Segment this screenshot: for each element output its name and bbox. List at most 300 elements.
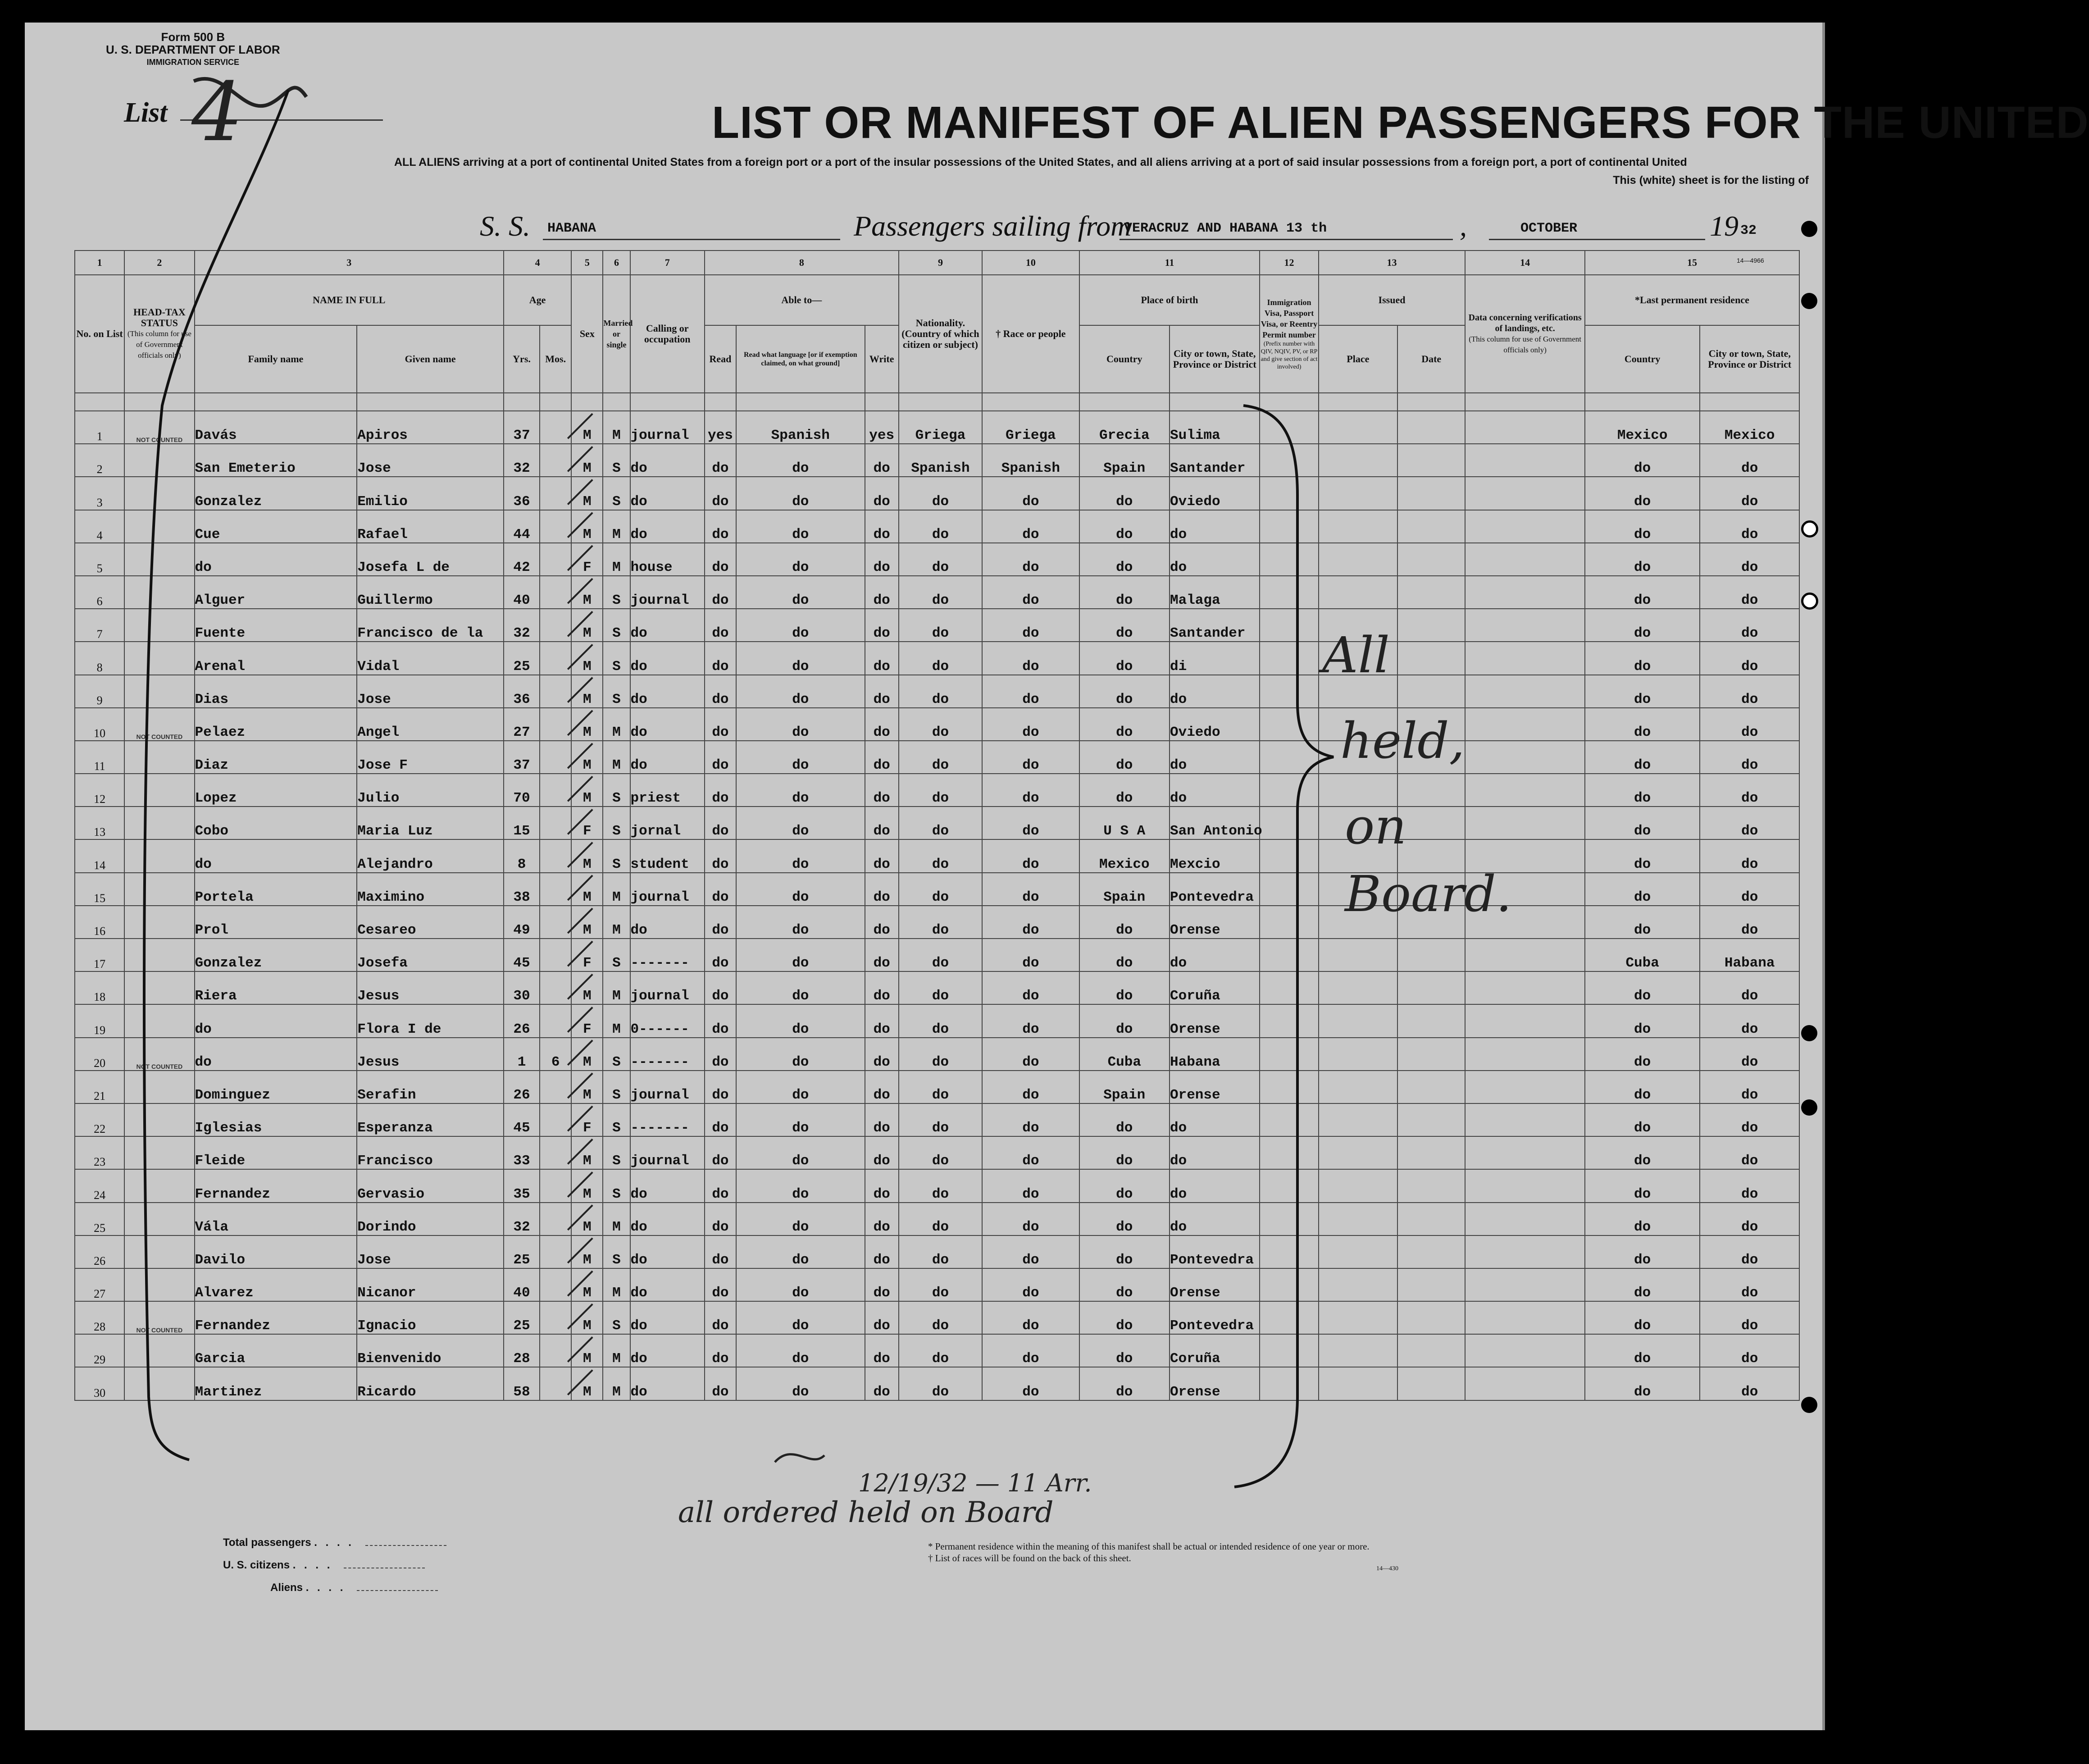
can-read: do — [705, 642, 736, 675]
marital-status: M — [603, 1334, 630, 1367]
can-read: do — [705, 1169, 736, 1202]
given-name: Serafin — [357, 1071, 504, 1103]
family-name: Gonzalez — [195, 939, 357, 971]
birth-city: San Antonio — [1170, 807, 1260, 839]
residence-city: do — [1700, 543, 1799, 576]
occupation: do — [630, 1268, 705, 1301]
marital-status: M — [603, 510, 630, 543]
race: do — [982, 1235, 1079, 1268]
header-age: Age — [504, 275, 571, 325]
slash-mark — [568, 1040, 592, 1065]
birth-country: U S A — [1079, 807, 1170, 839]
sex: M — [571, 741, 603, 774]
age-years: 26 — [504, 1004, 540, 1037]
age-years: 8 — [504, 839, 540, 872]
marital-status: S — [603, 939, 630, 971]
sex: M — [571, 510, 603, 543]
occupation: jornal — [630, 807, 705, 839]
age-years: 15 — [504, 807, 540, 839]
age-years: 32 — [504, 444, 540, 477]
birth-country: do — [1079, 576, 1170, 609]
race: do — [982, 609, 1079, 642]
sex: F — [571, 939, 603, 971]
occupation: do — [630, 1301, 705, 1334]
can-write: do — [865, 1103, 899, 1136]
race: do — [982, 1071, 1079, 1103]
can-read: do — [705, 839, 736, 872]
residence-city: Habana — [1700, 939, 1799, 971]
residence-country: do — [1585, 1301, 1700, 1334]
residence-city: do — [1700, 1203, 1799, 1235]
race: do — [982, 543, 1079, 576]
family-name: Dias — [195, 675, 357, 708]
family-name: do — [195, 1038, 357, 1071]
residence-country: do — [1585, 1103, 1700, 1136]
race: do — [982, 939, 1079, 971]
residence-city: do — [1700, 444, 1799, 477]
birth-country: do — [1079, 543, 1170, 576]
header-residence-country: Country — [1585, 325, 1700, 393]
read-language: do — [736, 774, 865, 807]
can-write: do — [865, 1203, 899, 1235]
read-language: do — [736, 971, 865, 1004]
can-write: do — [865, 510, 899, 543]
residence-city: do — [1700, 873, 1799, 906]
sex: M — [571, 873, 603, 906]
occupation: do — [630, 642, 705, 675]
birth-city: Santander — [1170, 444, 1260, 477]
residence-city: do — [1700, 1038, 1799, 1071]
race: do — [982, 906, 1079, 939]
age-years: 38 — [504, 873, 540, 906]
total-label: Total passengers — [223, 1536, 311, 1549]
race: Griega — [982, 411, 1079, 444]
marital-status: S — [603, 1038, 630, 1071]
can-write: do — [865, 609, 899, 642]
given-name: Cesareo — [357, 906, 504, 939]
can-write: do — [865, 1301, 899, 1334]
nationality: do — [899, 1235, 982, 1268]
age-years: 36 — [504, 477, 540, 510]
read-language: do — [736, 1367, 865, 1400]
header-residence-city: City or town, State, Province or District — [1700, 325, 1799, 393]
slash-mark — [568, 908, 592, 933]
sex: M — [571, 906, 603, 939]
header-mos: Mos. — [540, 325, 571, 393]
birth-country: do — [1079, 1334, 1170, 1367]
slash-mark — [568, 513, 592, 538]
birth-city: Sulima — [1170, 411, 1260, 444]
residence-country: do — [1585, 1268, 1700, 1301]
row-number: 29 — [75, 1334, 124, 1367]
header-last-residence: *Last permanent residence — [1585, 275, 1799, 325]
given-name: Esperanza — [357, 1103, 504, 1136]
occupation: priest — [630, 774, 705, 807]
residence-city: do — [1700, 477, 1799, 510]
held-note-3: on — [1345, 798, 1407, 855]
punch-hole — [1801, 1025, 1817, 1041]
birth-city: do — [1170, 510, 1260, 543]
race: do — [982, 1367, 1079, 1400]
col-num-9: 9 — [899, 251, 982, 275]
occupation: ------- — [630, 1103, 705, 1136]
age-years: 30 — [504, 971, 540, 1004]
can-read: do — [705, 971, 736, 1004]
birth-city: Malaga — [1170, 576, 1260, 609]
subtitle-line-2: This (white) sheet is for the listing of — [1613, 174, 1809, 187]
residence-city: do — [1700, 1136, 1799, 1169]
given-name: Josefa L de — [357, 543, 504, 576]
sailing-month: OCTOBER — [1520, 221, 1578, 236]
occupation: do — [630, 1334, 705, 1367]
marital-status: M — [603, 1203, 630, 1235]
marital-status: S — [603, 675, 630, 708]
row-number: 23 — [75, 1136, 124, 1169]
family-name: Arenal — [195, 642, 357, 675]
marital-status: S — [603, 1301, 630, 1334]
residence-country: do — [1585, 1004, 1700, 1037]
header-place-of-birth: Place of birth — [1079, 275, 1260, 325]
row-number: 30 — [75, 1367, 124, 1400]
nationality: do — [899, 971, 982, 1004]
residence-country: do — [1585, 873, 1700, 906]
read-language: do — [736, 1004, 865, 1037]
occupation: ------- — [630, 939, 705, 971]
nationality: do — [899, 939, 982, 971]
age-years: 40 — [504, 1268, 540, 1301]
age-years: 33 — [504, 1136, 540, 1169]
punch-hole — [1801, 1099, 1817, 1116]
residence-city: do — [1700, 1103, 1799, 1136]
header-family-name: Family name — [195, 325, 357, 393]
occupation: journal — [630, 411, 705, 444]
birth-country: do — [1079, 1235, 1170, 1268]
col-num-10: 10 — [982, 251, 1079, 275]
residence-country: do — [1585, 708, 1700, 741]
residence-city: do — [1700, 839, 1799, 872]
can-read: do — [705, 1136, 736, 1169]
family-name: Diaz — [195, 741, 357, 774]
race: do — [982, 741, 1079, 774]
occupation: student — [630, 839, 705, 872]
can-write: do — [865, 741, 899, 774]
row-number: 10 — [75, 708, 124, 741]
can-write: do — [865, 1004, 899, 1037]
family-name: Vála — [195, 1203, 357, 1235]
can-read: yes — [705, 411, 736, 444]
can-read: do — [705, 510, 736, 543]
marital-status: S — [603, 839, 630, 872]
birth-country: do — [1079, 1301, 1170, 1334]
nationality: do — [899, 675, 982, 708]
birth-city: Orense — [1170, 1268, 1260, 1301]
col-num-15: 15 — [1585, 251, 1799, 275]
family-name: Riera — [195, 971, 357, 1004]
slash-mark — [568, 1172, 592, 1197]
residence-country: do — [1585, 1169, 1700, 1202]
can-read: do — [705, 939, 736, 971]
birth-country: do — [1079, 510, 1170, 543]
race: do — [982, 839, 1079, 872]
list-number-scribble — [194, 79, 306, 106]
citizens-label: U. S. citizens — [223, 1559, 290, 1571]
residence-city: do — [1700, 1071, 1799, 1103]
given-name: Jesus — [357, 971, 504, 1004]
can-read: do — [705, 675, 736, 708]
residence-country: do — [1585, 1038, 1700, 1071]
sex: F — [571, 1004, 603, 1037]
age-years: 32 — [504, 1203, 540, 1235]
occupation: journal — [630, 971, 705, 1004]
birth-city: do — [1170, 1136, 1260, 1169]
can-read: do — [705, 543, 736, 576]
residence-country: do — [1585, 1071, 1700, 1103]
read-language: do — [736, 807, 865, 839]
residence-city: do — [1700, 741, 1799, 774]
slash-mark — [568, 941, 592, 966]
row-number: 15 — [75, 873, 124, 906]
slash-mark — [568, 809, 592, 834]
row-number: 25 — [75, 1203, 124, 1235]
slash-mark — [568, 711, 592, 735]
birth-country: do — [1079, 741, 1170, 774]
given-name: Ignacio — [357, 1301, 504, 1334]
nationality: do — [899, 1301, 982, 1334]
age-years: 37 — [504, 741, 540, 774]
given-name: Gervasio — [357, 1169, 504, 1202]
birth-country: do — [1079, 1103, 1170, 1136]
age-years: 42 — [504, 543, 540, 576]
read-language: do — [736, 1301, 865, 1334]
sex: M — [571, 1334, 603, 1367]
read-language: do — [736, 576, 865, 609]
can-read: do — [705, 807, 736, 839]
residence-country: do — [1585, 642, 1700, 675]
can-write: do — [865, 1038, 899, 1071]
punch-hole — [1801, 520, 1818, 538]
age-years: 32 — [504, 609, 540, 642]
birth-city: do — [1170, 1103, 1260, 1136]
row-number: 26 — [75, 1235, 124, 1268]
age-years: 25 — [504, 1235, 540, 1268]
family-name: Cue — [195, 510, 357, 543]
sex: F — [571, 543, 603, 576]
marital-status: S — [603, 477, 630, 510]
age-years: 25 — [504, 642, 540, 675]
nationality: do — [899, 510, 982, 543]
read-language: do — [736, 741, 865, 774]
read-language: do — [736, 609, 865, 642]
sex: M — [571, 971, 603, 1004]
total-dots: . . . . — [314, 1536, 354, 1549]
age-years: 40 — [504, 576, 540, 609]
ship-name: HABANA — [547, 221, 596, 236]
sex: M — [571, 576, 603, 609]
slash-mark — [568, 414, 592, 438]
date-comma: , — [1460, 210, 1467, 242]
occupation: do — [630, 741, 705, 774]
read-language: do — [736, 873, 865, 906]
row-number: 3 — [75, 477, 124, 510]
marital-status: M — [603, 411, 630, 444]
header-married: Married or single — [603, 275, 630, 393]
row-number: 1 — [75, 411, 124, 444]
birth-city: Mexcio — [1170, 839, 1260, 872]
read-language: do — [736, 1203, 865, 1235]
sailing-year: 32 — [1740, 223, 1757, 238]
family-name: Davás — [195, 411, 357, 444]
occupation: do — [630, 675, 705, 708]
family-name: Dominguez — [195, 1071, 357, 1103]
footnote-code: 14—430 — [1376, 1565, 1398, 1572]
read-language: do — [736, 477, 865, 510]
department-name: U. S. DEPARTMENT OF LABOR — [106, 43, 280, 56]
given-name: Maximino — [357, 873, 504, 906]
header-issued-place: Place — [1319, 325, 1397, 393]
given-name: Rafael — [357, 510, 504, 543]
residence-city: do — [1700, 1235, 1799, 1268]
marital-status: S — [603, 642, 630, 675]
row-number: 4 — [75, 510, 124, 543]
birth-country: Grecia — [1079, 411, 1170, 444]
can-write: do — [865, 1334, 899, 1367]
birth-country: do — [1079, 1004, 1170, 1037]
sex: M — [571, 839, 603, 872]
can-read: do — [705, 1203, 736, 1235]
residence-country: do — [1585, 444, 1700, 477]
can-write: do — [865, 1136, 899, 1169]
sex: M — [571, 1136, 603, 1169]
family-name: Iglesias — [195, 1103, 357, 1136]
can-read: do — [705, 1367, 736, 1400]
residence-city: do — [1700, 708, 1799, 741]
birth-city: di — [1170, 642, 1260, 675]
slash-mark — [568, 843, 592, 867]
occupation: journal — [630, 1071, 705, 1103]
marital-status: M — [603, 708, 630, 741]
race: do — [982, 1038, 1079, 1071]
row-number: 7 — [75, 609, 124, 642]
col-num-1: 1 — [75, 251, 124, 275]
can-write: do — [865, 807, 899, 839]
nationality: do — [899, 1103, 982, 1136]
given-name: Jose — [357, 1235, 504, 1268]
residence-country: do — [1585, 741, 1700, 774]
residence-country: do — [1585, 1136, 1700, 1169]
signature-scribble — [775, 1454, 824, 1462]
verification-title: Data concerning verifications of landings, etc. — [1468, 313, 1582, 333]
race: do — [982, 774, 1079, 807]
slash-mark — [568, 678, 592, 702]
manifest-title: LIST OR MANIFEST OF ALIEN PASSENGERS FOR THE UNITED — [712, 97, 2089, 148]
can-read: do — [705, 1004, 736, 1037]
slash-mark — [568, 645, 592, 670]
sex: M — [571, 609, 603, 642]
residence-country: do — [1585, 510, 1700, 543]
header-no-on-list: No. on List — [75, 275, 124, 393]
residence-country: do — [1585, 971, 1700, 1004]
row-number: 5 — [75, 543, 124, 576]
header-issued: Issued — [1319, 275, 1465, 325]
birth-country: do — [1079, 1136, 1170, 1169]
given-name: Alejandro — [357, 839, 504, 872]
row-number: 20 — [75, 1038, 124, 1071]
header-issued-date: Date — [1397, 325, 1465, 393]
occupation: do — [630, 510, 705, 543]
race: do — [982, 1268, 1079, 1301]
marital-status: M — [603, 543, 630, 576]
given-name: Emilio — [357, 477, 504, 510]
marital-status: S — [603, 1136, 630, 1169]
aliens-label: Aliens — [270, 1582, 303, 1594]
visa-note: (Prefix number with QIV, NQIV, PV, or RP and give section of act involved) — [1261, 341, 1318, 370]
birth-city: Coruña — [1170, 971, 1260, 1004]
can-read: do — [705, 741, 736, 774]
sex: M — [571, 444, 603, 477]
row-number: 13 — [75, 807, 124, 839]
held-note-1: All — [1322, 626, 1390, 684]
row-number: 22 — [75, 1103, 124, 1136]
sex-slash-marks — [568, 414, 592, 1395]
age-years: 45 — [504, 1103, 540, 1136]
marital-status: S — [603, 807, 630, 839]
can-write: do — [865, 477, 899, 510]
col-num-7: 7 — [630, 251, 705, 275]
family-name: Lopez — [195, 774, 357, 807]
age-years: 27 — [504, 708, 540, 741]
residence-country: do — [1585, 576, 1700, 609]
marital-status: S — [603, 576, 630, 609]
residence-city: do — [1700, 1268, 1799, 1301]
occupation: 0------ — [630, 1004, 705, 1037]
race: do — [982, 1136, 1079, 1169]
nationality: do — [899, 1071, 982, 1103]
residence-city: do — [1700, 906, 1799, 939]
occupation: do — [630, 1367, 705, 1400]
can-write: do — [865, 1071, 899, 1103]
nationality: do — [899, 906, 982, 939]
occupation: do — [630, 1235, 705, 1268]
read-language: do — [736, 1334, 865, 1367]
residence-country: do — [1585, 543, 1700, 576]
row-number: 2 — [75, 444, 124, 477]
nationality: do — [899, 543, 982, 576]
sailing-port: VERACRUZ AND HABANA 13 th — [1124, 221, 1327, 236]
age-years: 44 — [504, 510, 540, 543]
col-num-5: 5 — [571, 251, 603, 275]
given-name: Bienvenido — [357, 1334, 504, 1367]
occupation: ------- — [630, 1038, 705, 1071]
read-language: do — [736, 642, 865, 675]
race: do — [982, 873, 1079, 906]
occupation: do — [630, 1169, 705, 1202]
can-write: do — [865, 576, 899, 609]
slash-mark — [568, 1205, 592, 1230]
residence-city: do — [1700, 1301, 1799, 1334]
given-name: Josefa — [357, 939, 504, 971]
sex: F — [571, 807, 603, 839]
head-tax-title: HEAD-TAX STATUS — [133, 306, 186, 328]
marital-status: S — [603, 1071, 630, 1103]
row-number: 27 — [75, 1268, 124, 1301]
age-years: 25 — [504, 1301, 540, 1334]
residence-city: do — [1700, 510, 1799, 543]
slash-mark — [568, 1073, 592, 1098]
marital-status: M — [603, 873, 630, 906]
family-name: Alvarez — [195, 1268, 357, 1301]
slash-mark — [568, 875, 592, 900]
header-given-name: Given name — [357, 325, 504, 393]
